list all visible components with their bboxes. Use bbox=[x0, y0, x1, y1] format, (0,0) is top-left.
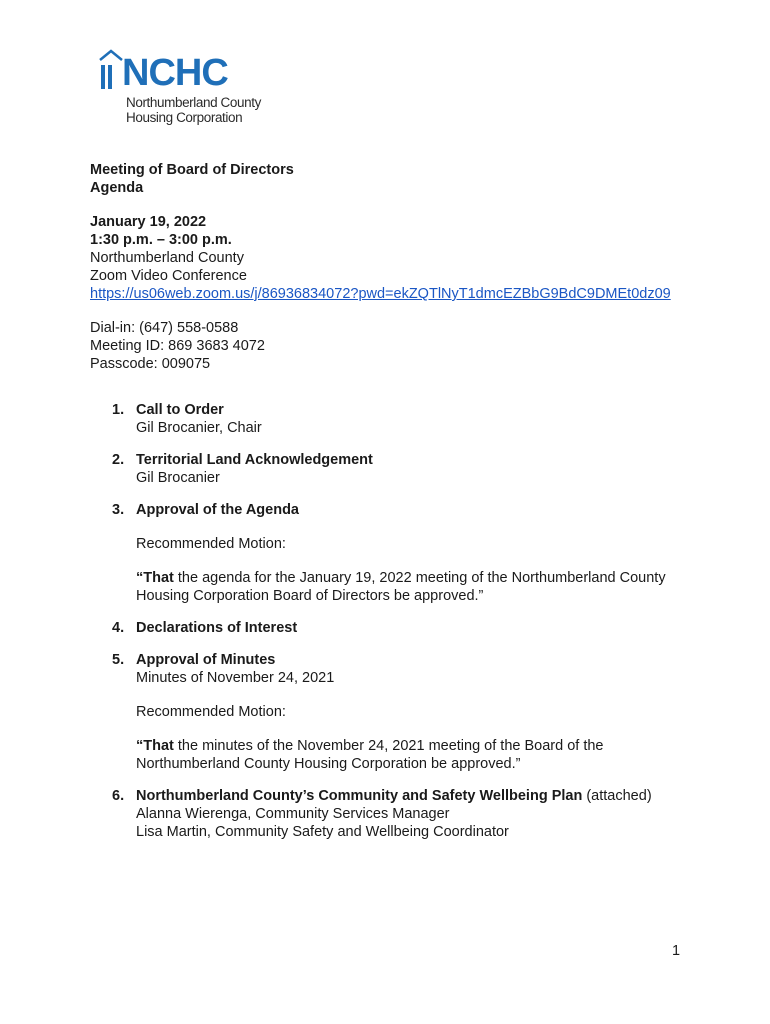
nchc-logo bbox=[98, 48, 268, 128]
agenda-item: 1. Call to Order Gil Brocanier, Chair bbox=[90, 401, 690, 437]
agenda-item-title: Territorial Land Acknowledgement bbox=[136, 452, 373, 468]
motion-label: Recommended Motion: bbox=[136, 536, 286, 552]
agenda-content bbox=[90, 161, 690, 855]
logo-wordmark: NCHC bbox=[122, 52, 228, 94]
agenda-item-line: Minutes of November 24, 2021 bbox=[136, 670, 335, 686]
meeting-title: Meeting of Board of Directors bbox=[90, 162, 294, 178]
meeting-id: Meeting ID: 869 3683 4072 bbox=[90, 338, 265, 354]
agenda-item-title: Approval of the Agenda bbox=[136, 502, 299, 518]
motion-text: “That the minutes of the November 24, 2021 meeting of the Board of the Northumberland County Housing Corporation be approved.” bbox=[136, 738, 604, 772]
meeting-time: 1:30 p.m. – 3:00 p.m. bbox=[90, 232, 232, 248]
agenda-heading: Agenda bbox=[90, 180, 144, 196]
agenda-item-line: Gil Brocanier bbox=[136, 470, 220, 486]
dial-in: Dial-in: (647) 558-0588 bbox=[90, 320, 239, 336]
agenda-item: 5. Approval of Minutes Minutes of November 24, 2021 Recommended Motion: “That the minutes of the November 24, 2021 meeting of the Board of the Northumberland County Housing Corporation be approved.” bbox=[90, 651, 690, 773]
motion-text: “That the agenda for the January 19, 2022 meeting of the Northumberland County Housing Corporation Board of Directors be approved.” bbox=[136, 570, 666, 604]
agenda-item: 4. Declarations of Interest bbox=[90, 619, 690, 637]
building-icon bbox=[98, 48, 124, 92]
agenda-item-line: Gil Brocanier, Chair bbox=[136, 420, 262, 436]
meeting-location: Northumberland County bbox=[90, 250, 244, 266]
agenda-item-line: Lisa Martin, Community Safety and Wellbeing Coordinator bbox=[136, 824, 509, 840]
agenda-item: 2. Territorial Land Acknowledgement Gil Brocanier bbox=[90, 451, 690, 487]
meeting-date: January 19, 2022 bbox=[90, 214, 207, 230]
agenda-item-title: Declarations of Interest bbox=[136, 620, 298, 636]
agenda-item-title: Northumberland County’s Community and Safety Wellbeing Plan (attached) bbox=[136, 788, 652, 804]
logo-subtitle: Northumberland County Housing Corporation bbox=[126, 95, 261, 125]
agenda-item-line: Alanna Wierenga, Community Services Manager bbox=[136, 806, 450, 822]
zoom-link[interactable]: https://us06web.zoom.us/j/86936834072?pwd=ekZQTlNyT1dmcEZBbG9BdC9DMEt0dz09 bbox=[90, 286, 671, 302]
agenda-list bbox=[90, 401, 690, 841]
page-number: 1 bbox=[672, 943, 681, 959]
passcode: Passcode: 009075 bbox=[90, 356, 211, 372]
motion-label: Recommended Motion: bbox=[136, 704, 286, 720]
agenda-item-title: Approval of Minutes bbox=[136, 652, 276, 668]
meeting-platform: Zoom Video Conference bbox=[90, 268, 247, 284]
agenda-item-title: Call to Order bbox=[136, 402, 224, 418]
agenda-item: 3. Approval of the Agenda Recommended Motion: “That the agenda for the January 19, 2022 meeting of the Northumberland County Housing Corporation Board of Directors be approved.” bbox=[90, 501, 690, 605]
agenda-item: 6. Northumberland County’s Community and Safety Wellbeing Plan (attached) Alanna Wierenga, Community Services Manager Lisa Martin, Community Safety and Wellbeing Coordinator bbox=[90, 787, 690, 841]
